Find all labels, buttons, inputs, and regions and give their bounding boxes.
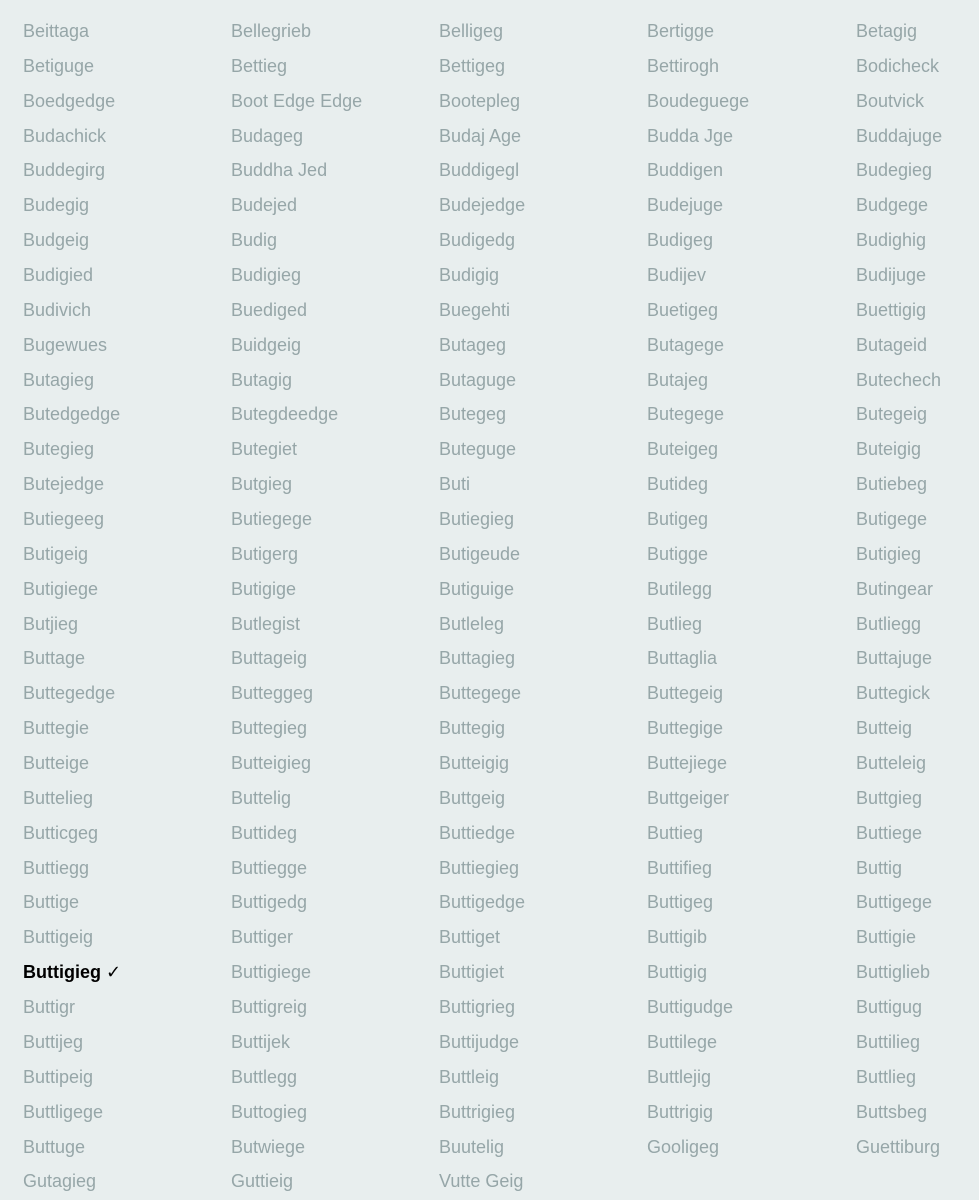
spelling-entry: Buttegige: [647, 718, 724, 739]
spelling-entry: Boot Edge Edge: [231, 90, 363, 111]
spelling-entry: Butigiege: [23, 578, 99, 599]
spelling-entry: Buttigib: [647, 927, 708, 948]
spelling-entry: Boedgedge: [23, 90, 116, 111]
spelling-entry: Buttrigig: [647, 1101, 714, 1122]
spelling-entry: Buttiedge: [439, 822, 516, 843]
spelling-entry: Buteigig: [856, 439, 922, 460]
spelling-entry: Buddha Jed: [231, 160, 328, 181]
spelling-entry: Butageg: [439, 334, 507, 355]
spelling-entry: Budejuge: [647, 195, 724, 216]
spelling-entry: Butiegieg: [439, 509, 515, 530]
spelling-entry: Buttleig: [439, 1066, 500, 1087]
spelling-entry: Butlieg: [647, 613, 703, 634]
spelling-entry: Buttrigieg: [439, 1101, 516, 1122]
spelling-entry: Buteguge: [439, 439, 517, 460]
spelling-entry: Budivich: [23, 299, 92, 320]
spelling-entry: Buttgeiger: [647, 787, 730, 808]
spelling-entry: Buttlegg: [231, 1066, 298, 1087]
spelling-entry: Budageg: [231, 125, 304, 146]
spelling-entry: Butilegg: [647, 578, 713, 599]
spelling-entry: Butegeg: [439, 404, 507, 425]
spelling-column-4: [647, 14, 847, 1164]
spelling-entry: Buttiglieb: [856, 962, 931, 983]
spelling-entry: Butiebeg: [856, 474, 928, 495]
spelling-column-3: [439, 14, 639, 1199]
spelling-entry: Budachick: [23, 125, 107, 146]
spelling-entry: Butigge: [647, 543, 709, 564]
spelling-entry: Vutte Geig: [439, 1171, 524, 1192]
spelling-entry: Butedgedge: [23, 404, 121, 425]
spelling-entry: Buttegig: [439, 718, 506, 739]
spelling-entry: Butliegg: [856, 613, 922, 634]
spelling-entry: Budaj Age: [439, 125, 522, 146]
spelling-entry: Butingear: [856, 578, 934, 599]
spelling-entry: Buttegedge: [23, 683, 116, 704]
spelling-entry: Buddigegl: [439, 160, 520, 181]
spelling-entry: Buttage: [23, 648, 86, 669]
spelling-column-2: [231, 14, 431, 1199]
spelling-entry: Gooligeg: [647, 1136, 720, 1157]
spelling-entry: Buttigiet: [439, 962, 505, 983]
spelling-entry: Butechech: [856, 369, 942, 390]
spelling-entry: Bodicheck: [856, 55, 940, 76]
spelling-entry: Buttegie: [23, 718, 90, 739]
spelling-entry: Butteige: [23, 753, 90, 774]
spelling-entry: Buttegeig: [647, 683, 724, 704]
spelling-entry: Butageid: [856, 334, 928, 355]
spelling-column-5: [856, 14, 979, 1164]
spelling-entry: Buddigen: [647, 160, 724, 181]
spelling-entry: Buttgieg: [856, 787, 923, 808]
spelling-entry: Buddajuge: [856, 125, 943, 146]
spelling-entry: Butegeig: [856, 404, 928, 425]
spelling-entry: Butigieg: [856, 543, 922, 564]
spelling-entry: Buutelig: [439, 1136, 505, 1157]
spelling-entry: Budda Jge: [647, 125, 734, 146]
spelling-entry: Butigege: [856, 509, 928, 530]
spelling-entry: Butagege: [647, 334, 725, 355]
spelling-entry: Gutagieg: [23, 1171, 97, 1192]
spelling-entry: Buttigr: [23, 997, 76, 1018]
spelling-entry: Buttlejig: [647, 1066, 712, 1087]
spelling-entry: Buttige: [23, 892, 80, 913]
spelling-entry: Budighig: [856, 230, 927, 251]
correct-spelling-text: Buttigieg: [23, 962, 101, 983]
spelling-entry: Buttigeg: [647, 892, 714, 913]
spelling-entry: Butteigieg: [231, 753, 312, 774]
spelling-entry: Buttegege: [439, 683, 522, 704]
spelling-entry: Buttideg: [231, 822, 298, 843]
spelling-entry: Buttogieg: [231, 1101, 308, 1122]
spelling-entry: Buttiege: [856, 822, 923, 843]
spelling-entry: Butegieg: [23, 439, 95, 460]
spelling-entry: Buetigeg: [647, 299, 719, 320]
spelling-entry: Beittaga: [23, 21, 90, 41]
spelling-entry: Buettigig: [856, 299, 927, 320]
spelling-entry: Buddegirg: [23, 160, 106, 181]
check-mark-icon: ✓: [106, 962, 122, 983]
spelling-entry: Budejedge: [439, 195, 526, 216]
spelling-entry: Buttigedge: [439, 892, 526, 913]
spelling-entry: Buttilieg: [856, 1031, 921, 1052]
spelling-entry: Budgege: [856, 195, 929, 216]
spelling-entry: Butteigig: [439, 753, 510, 774]
spelling-entry: Butagig: [231, 369, 293, 390]
spelling-entry: Butigeude: [439, 543, 521, 564]
spelling-entry: Betagig: [856, 21, 918, 41]
spelling-entry: Buttegieg: [231, 718, 308, 739]
spelling-entry: Budijev: [647, 265, 707, 286]
spelling-entry: Butiguige: [439, 578, 515, 599]
spelling-entry: Butagieg: [23, 369, 95, 390]
spelling-entry: Guettiburg: [856, 1136, 941, 1157]
spelling-entry: Buttilege: [647, 1031, 718, 1052]
spelling-entry: Budejed: [231, 195, 298, 216]
spelling-entry: Butiegege: [231, 509, 313, 530]
spelling-entry: Butigerg: [231, 543, 299, 564]
spelling-entry: Bertigge: [647, 21, 715, 41]
spelling-entry: Buttigudge: [647, 997, 734, 1018]
spelling-entry: Budigieg: [231, 265, 302, 286]
spelling-entry: Buttigedg: [231, 892, 308, 913]
spelling-entry: Guttieig: [231, 1171, 294, 1192]
spelling-entry: Butticgeg: [23, 822, 99, 843]
spelling-entry: Buttifieg: [647, 857, 713, 878]
spelling-entry: Buttiger: [231, 927, 294, 948]
spelling-entry: Bootepleg: [439, 90, 521, 111]
spelling-entry: Butjieg: [23, 613, 79, 634]
spelling-entry: Butaguge: [439, 369, 517, 390]
spelling-entry: Butigeig: [23, 543, 89, 564]
spelling-entry: Buttigege: [856, 892, 933, 913]
spelling-entry: Butteig: [856, 718, 913, 739]
spelling-entry: Budigied: [23, 265, 94, 286]
spelling-entry: Budijuge: [856, 265, 927, 286]
spelling-entry: Buttiegieg: [439, 857, 520, 878]
spelling-entry: Buttig: [856, 857, 903, 878]
spelling-entry: Betiguge: [23, 55, 95, 76]
spelling-entry: Belligeg: [439, 21, 504, 41]
spelling-entry: Butwiege: [231, 1136, 306, 1157]
spelling-entry: Buttelig: [231, 787, 292, 808]
spelling-entry: Butteggeg: [231, 683, 314, 704]
spelling-entry: Buttijeg: [23, 1031, 84, 1052]
spelling-entry: Buttigrieg: [439, 997, 516, 1018]
spelling-entry: Buteigeg: [647, 439, 719, 460]
spelling-entry: Buttuge: [23, 1136, 86, 1157]
spelling-entry: Buttlieg: [856, 1066, 917, 1087]
spelling-entry: Buttagieg: [439, 648, 516, 669]
spelling-entry: Buttigie: [856, 927, 917, 948]
spelling-entry: Budigedg: [439, 230, 516, 251]
spelling-entry: Buttajuge: [856, 648, 933, 669]
spelling-entry: Buttiget: [439, 927, 501, 948]
spelling-entry: Butejedge: [23, 474, 105, 495]
spelling-column-1: [23, 14, 223, 1199]
spelling-entry: Buidgeig: [231, 334, 302, 355]
spelling-entry: Buttageig: [231, 648, 308, 669]
spelling-entry: Budgeig: [23, 230, 90, 251]
spelling-entry: Bugewues: [23, 334, 108, 355]
spelling-entry: Bettigeg: [439, 55, 506, 76]
spelling-entry: Buttijudge: [439, 1031, 520, 1052]
spelling-entry: Butegdeedge: [231, 404, 339, 425]
spelling-entry: Buttieg: [647, 822, 704, 843]
spelling-entry: Bettirogh: [647, 55, 720, 76]
spelling-entry: Butiegeeg: [23, 509, 105, 530]
spelling-entry: Boutvick: [856, 90, 925, 111]
spelling-entry: Butegiet: [231, 439, 298, 460]
spelling-entry: Buttligege: [23, 1101, 104, 1122]
spelling-entry: Butegege: [647, 404, 725, 425]
spelling-entry: Buttaglia: [647, 648, 718, 669]
spelling-entry: Buttsbeg: [856, 1101, 928, 1122]
spelling-entry: Budegig: [23, 195, 90, 216]
spelling-entry: Butigige: [231, 578, 297, 599]
spelling-entry: Budigeg: [647, 230, 714, 251]
spelling-entry: Buegehti: [439, 299, 511, 320]
spelling-entry: Butleleg: [439, 613, 505, 634]
spelling-entry: Buttejiege: [647, 753, 728, 774]
spelling-entry: Buttipeig: [23, 1066, 94, 1087]
spelling-entry: Buttiegg: [23, 857, 90, 878]
spelling-entry: Butteleig: [856, 753, 927, 774]
correct-spelling-entry: [23, 955, 223, 990]
spelling-entry: Buti: [439, 474, 471, 495]
spelling-entry: Buttigug: [856, 997, 923, 1018]
spelling-entry: Buttigreig: [231, 997, 308, 1018]
spelling-entry: Butigeg: [647, 509, 709, 530]
spelling-entry: Bellegrieb: [231, 21, 312, 41]
spelling-entry: Buttigeig: [23, 927, 94, 948]
spelling-entry: Bettieg: [231, 55, 288, 76]
spelling-entry: Butlegist: [231, 613, 301, 634]
spelling-entry: Buttegick: [856, 683, 931, 704]
spelling-entry: Budegieg: [856, 160, 933, 181]
spelling-entry: Butajeg: [647, 369, 709, 390]
spelling-entry: Butgieg: [231, 474, 293, 495]
spelling-entry: Buttelieg: [23, 787, 94, 808]
spelling-entry: Buttigig: [647, 962, 708, 983]
spelling-entry: Buttiegge: [231, 857, 308, 878]
spelling-entry: Budig: [231, 230, 278, 251]
spelling-entry: Budigig: [439, 265, 500, 286]
spelling-entry: Buttigiege: [231, 962, 312, 983]
spelling-entry: Butideg: [647, 474, 709, 495]
spelling-entry: Boudeguege: [647, 90, 750, 111]
spelling-entry: Buttgeig: [439, 787, 506, 808]
spelling-entry: Buediged: [231, 299, 308, 320]
spelling-entry: Buttijek: [231, 1031, 291, 1052]
